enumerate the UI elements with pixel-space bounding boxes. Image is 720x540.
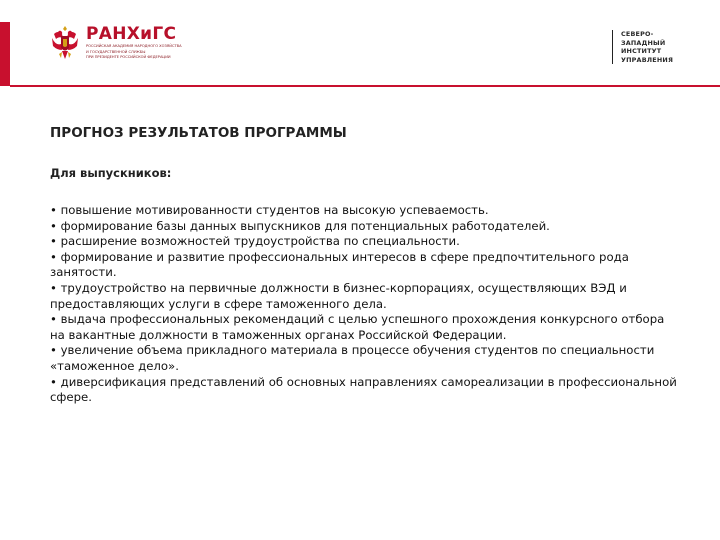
institute-line: ЗАПАДНЫЙ [621, 38, 666, 47]
institute-name [612, 30, 673, 64]
audience-subheading: Для выпускников: [50, 166, 172, 180]
slide-title: ПРОГНОЗ РЕЗУЛЬТАТОВ ПРОГРАММЫ [50, 125, 347, 141]
logo-subtitle-line: РОССИЙСКАЯ АКАДЕМИЯ НАРОДНОГО ХОЗЯЙСТВА [86, 44, 182, 49]
bullet-item: • трудоустройство на первичные должности в бизнес-корпорациях, осуществляющих ВЭД и предоставляющих услуги в сфере таможенного дела. [50, 280, 627, 311]
logo-name: РАНХиГС [86, 24, 177, 45]
accent-bar [0, 22, 10, 86]
logo-text [86, 26, 182, 59]
results-bullet-list [50, 203, 682, 406]
logo-subtitle-line: ПРИ ПРЕЗИДЕНТЕ РОССИЙСКОЙ ФЕДЕРАЦИИ [86, 55, 171, 60]
bullet-item: • увеличение объема прикладного материала в процессе обучения студентов по специальности «таможенное дело». [50, 343, 655, 373]
slide-content [50, 124, 682, 406]
double-headed-eagle-icon [50, 24, 80, 62]
ranepa-logo [50, 24, 182, 62]
bullet-item: • диверсификация представлений об основных направлениях самореализации в профессиональной сфере. [50, 374, 677, 405]
bullet-item: • формирование базы данных выпускников для потенциальных работодателей. [50, 218, 550, 233]
bullet-item: • выдача профессиональных рекомендаций с целью успешного прохождения конкурсного отбора на вакантные должности в таможенных органах Российской Федерации. [50, 312, 665, 342]
header-rule [10, 85, 720, 87]
institute-line: ИНСТИТУТ [621, 47, 662, 56]
logo-subtitle-line: И ГОСУДАРСТВЕННОЙ СЛУЖБЫ [86, 49, 146, 54]
institute-line: СЕВЕРО- [621, 30, 654, 38]
bullet-item: • формирование и развитие профессиональных интересов в сфере предпочтительного рода занятости. [50, 249, 629, 280]
bullet-item: • повышение мотивированности студентов на высокую успеваемость. [50, 203, 489, 217]
institute-line: УПРАВЛЕНИЯ [621, 55, 674, 64]
bullet-item: • расширение возможностей трудоустройства по специальности. [50, 234, 460, 249]
